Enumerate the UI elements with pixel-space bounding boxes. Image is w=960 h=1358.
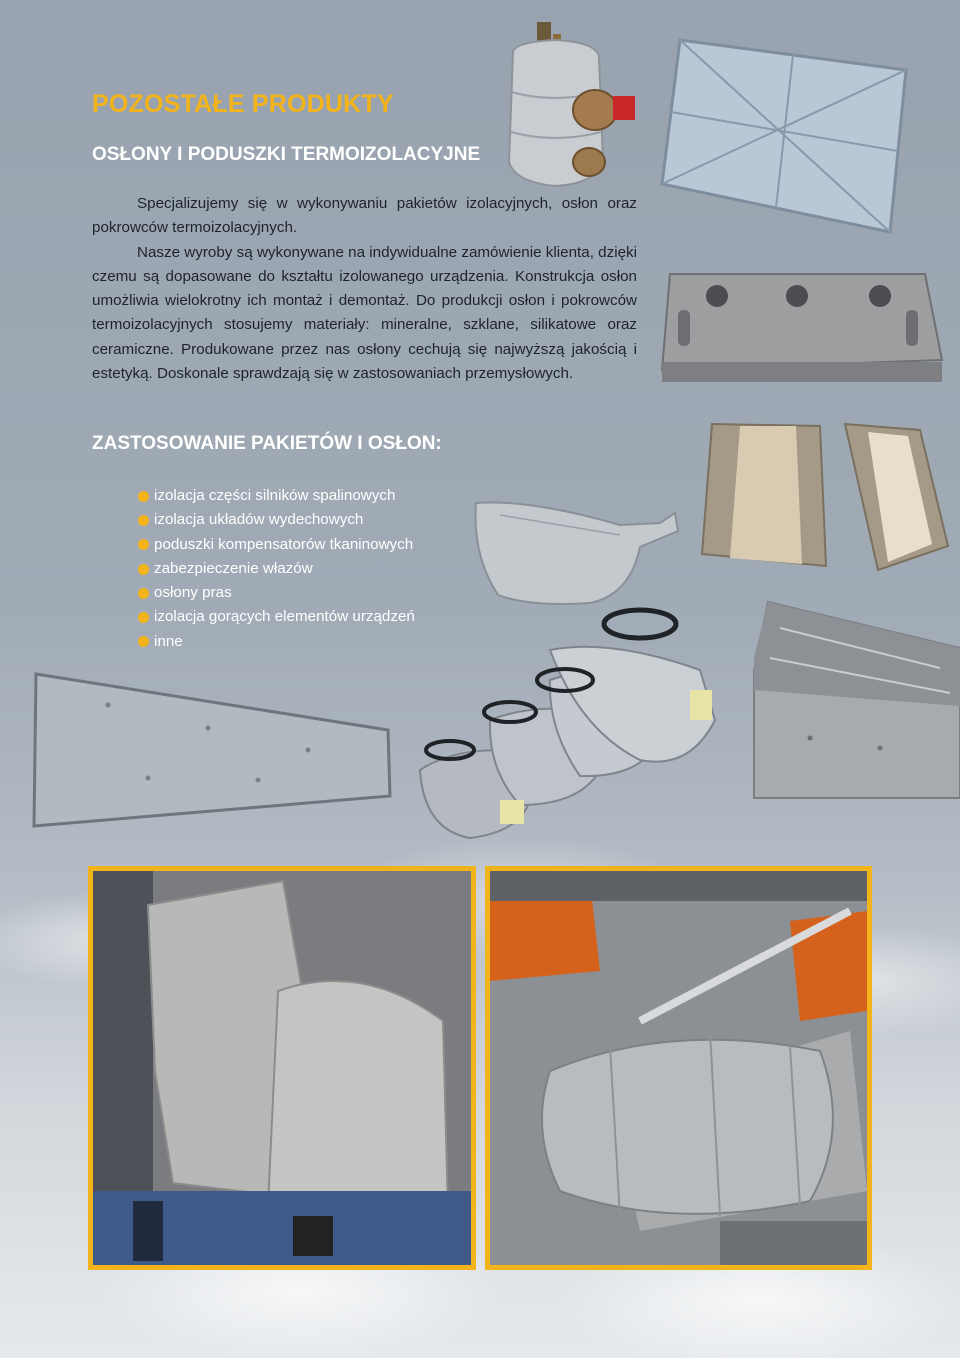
- list-item: zabezpieczenie włazów: [138, 557, 415, 581]
- page-title: POZOSTAŁE PRODUKTY: [92, 90, 394, 118]
- list-item: izolacja układów wydechowych: [138, 508, 415, 532]
- photo-machine-insulation: [88, 866, 476, 1270]
- bullet-icon: [138, 539, 149, 550]
- list-item: izolacja części silników spalinowych: [138, 484, 415, 508]
- list-item: osłony pras: [138, 581, 415, 605]
- list-item: poduszki kompensatorów tkaninowych: [138, 533, 415, 557]
- bullet-icon: [138, 515, 149, 526]
- photo-valve-covers: [410, 600, 725, 845]
- bullet-icon: [138, 588, 149, 599]
- applications-list: [138, 484, 415, 654]
- section-title: OSŁONY I PODUSZKI TERMOIZOLACYJNE: [92, 144, 481, 165]
- photo-layered-blocks: [700, 418, 955, 578]
- applications-title: ZASTOSOWANIE PAKIETÓW I OSŁON:: [92, 433, 442, 454]
- intro-paragraph-1: Specjalizujemy się w wykonywaniu pakietów izolacyjnych, osłon oraz pokrowców termoizolacyjnych.: [92, 195, 637, 237]
- photo-quilted-pad: [658, 36, 908, 236]
- intro-text: [92, 192, 637, 386]
- photo-foil-pad: [750, 598, 960, 798]
- bullet-icon: [138, 564, 149, 575]
- list-item: inne: [138, 630, 415, 654]
- photo-long-pad: [28, 670, 393, 830]
- bullet-icon: [138, 636, 149, 647]
- photo-valve-jacket: [495, 12, 645, 212]
- photo-exhaust-cover: [470, 495, 685, 610]
- bullet-icon: [138, 491, 149, 502]
- photo-pipe-insulation: [485, 866, 872, 1270]
- bullet-icon: [138, 612, 149, 623]
- intro-paragraph-2: Nasze wyroby są wykonywane na indywidualne zamówienie klienta, dzięki czemu są dopasowane do kształtu izolowanego urządzenia. Konstrukcja osłon umożliwia wielokrotny ich montaż i demontaż. Do produkcji osłon i pokrowców termoizolacyjnych stosujemy materiały: mineralne, szklane, silikatowe oraz ceramiczne. Produkowane przez nas osłony cechują się najwyższą jakością i estetyką. Doskonale sprawdzają się w zastosowaniach przemysłowych.: [92, 243, 637, 383]
- list-item: izolacja gorących elementów urządzeń: [138, 605, 415, 629]
- photo-pad-with-holes: [660, 270, 945, 385]
